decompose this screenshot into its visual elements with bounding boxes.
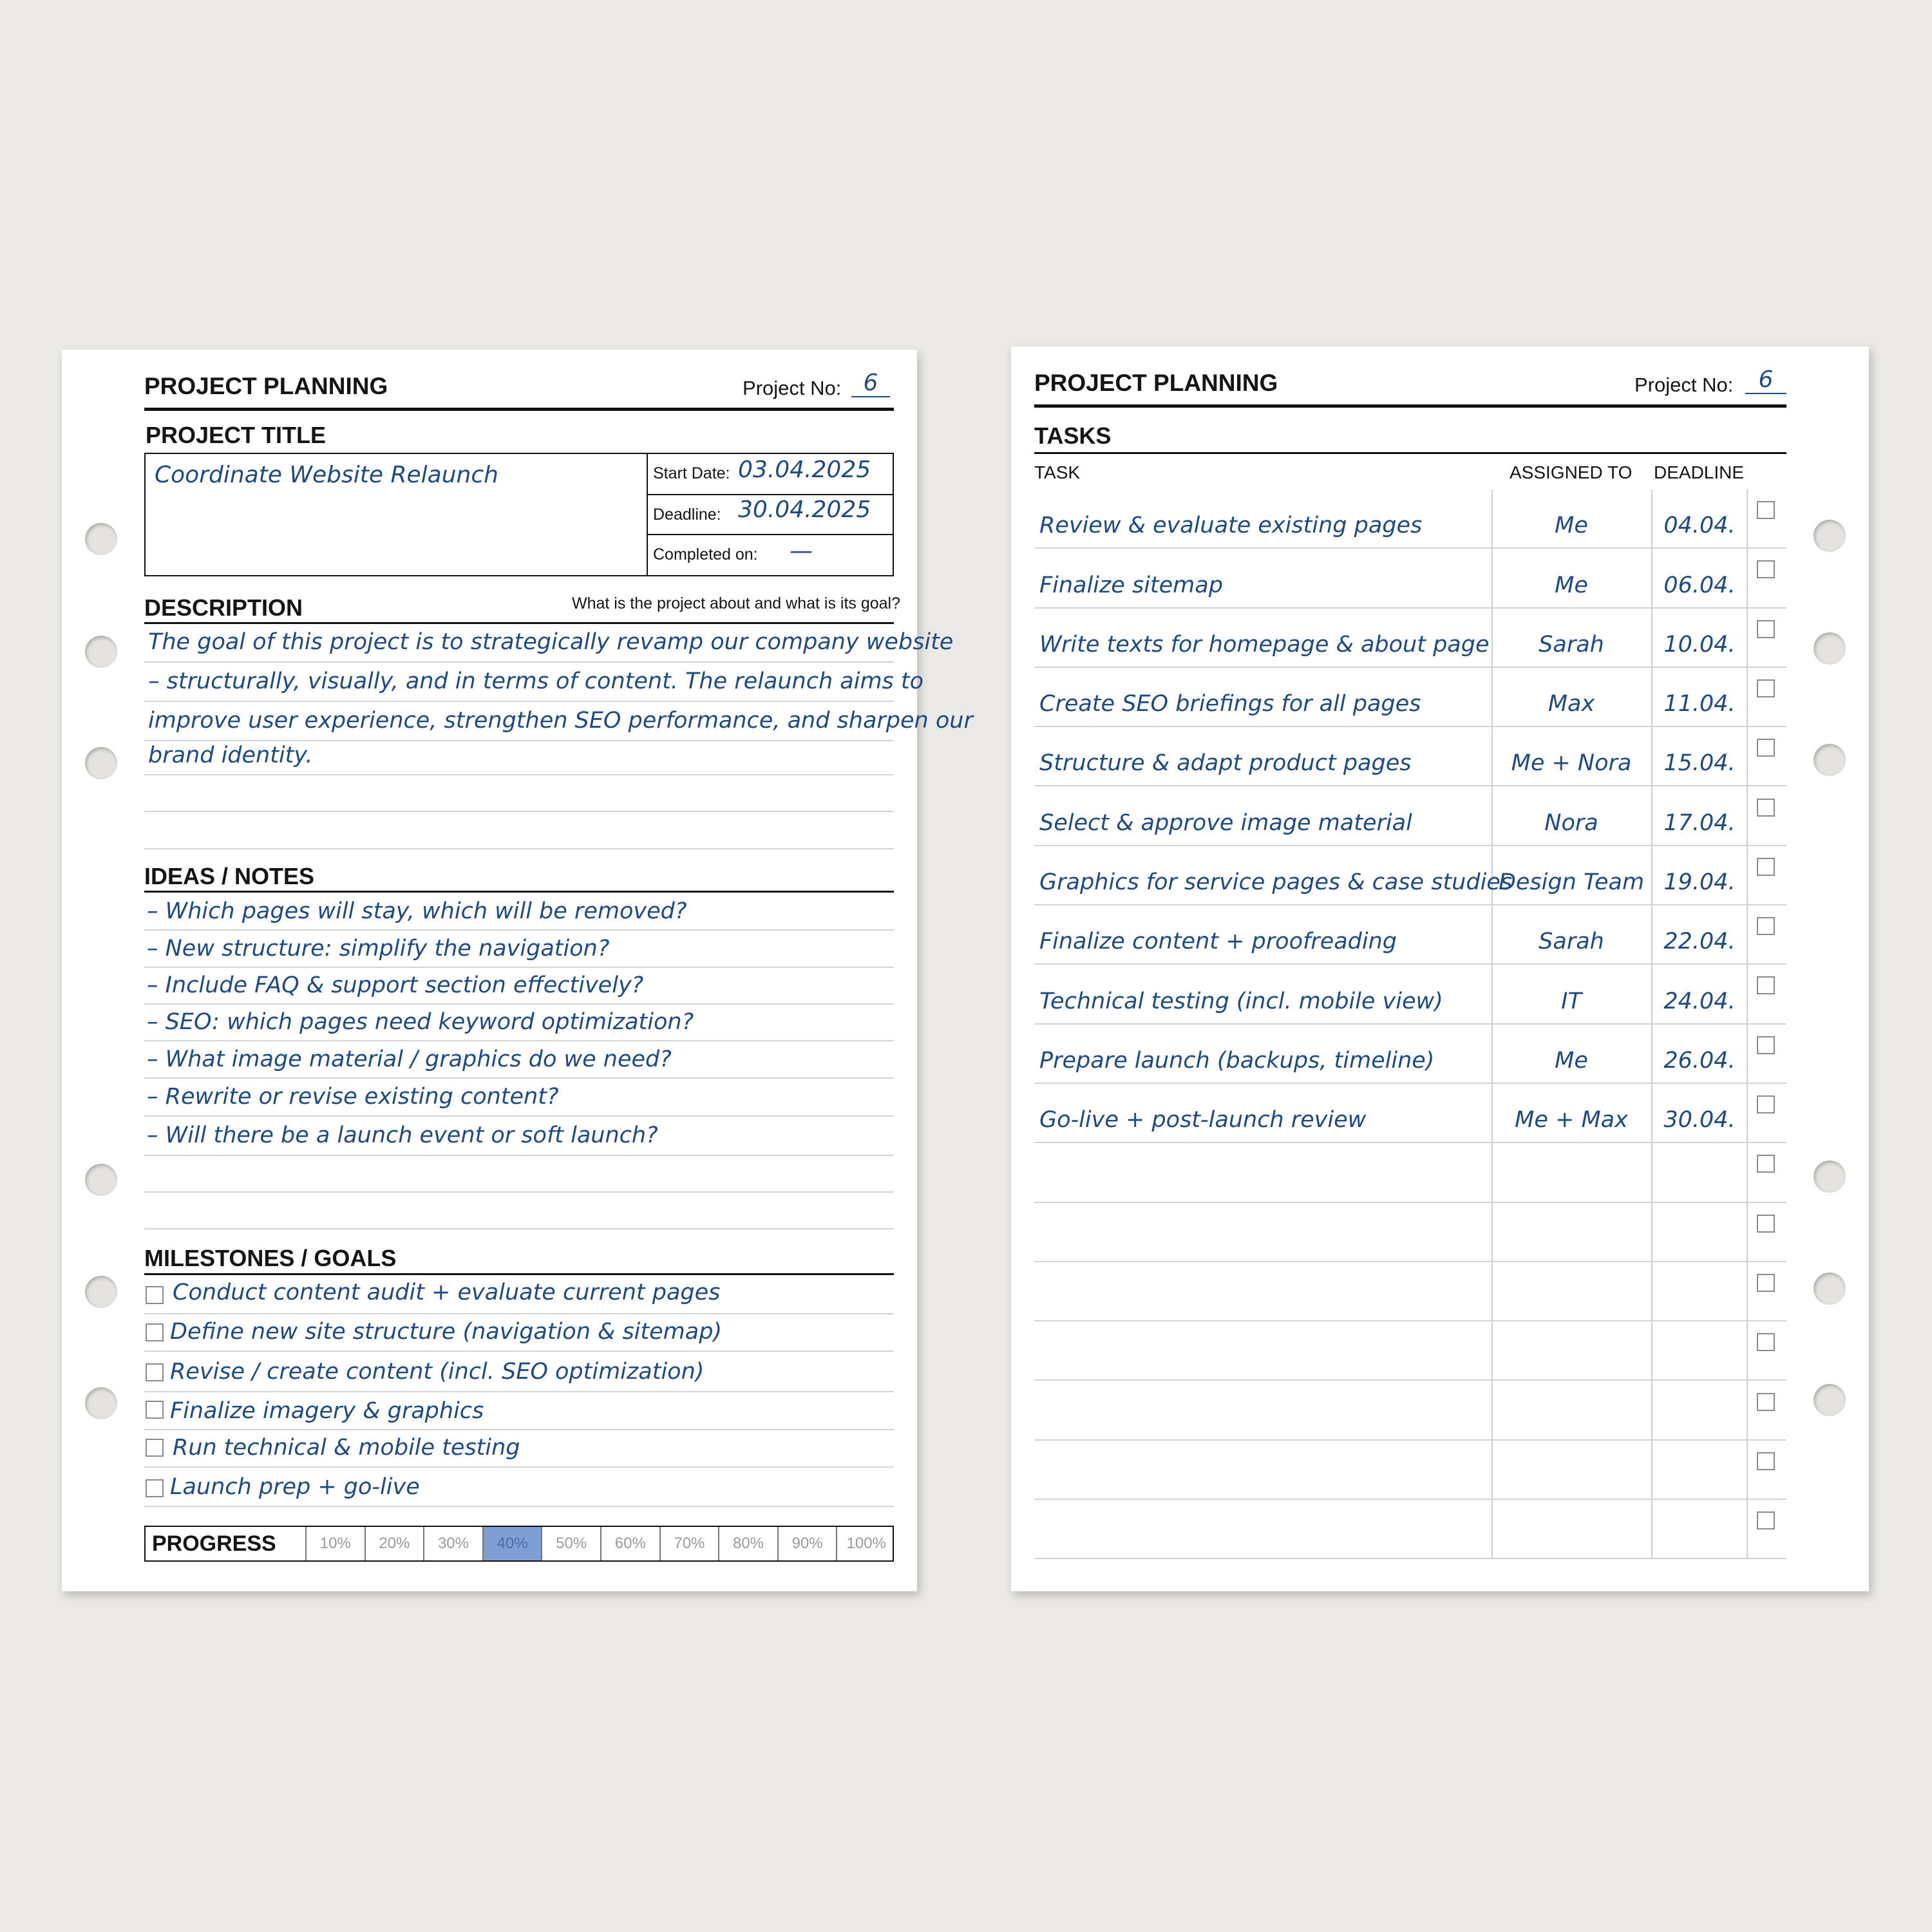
task-done-checkbox[interactable] — [1757, 1274, 1775, 1292]
task-done-checkbox[interactable] — [1757, 1155, 1775, 1173]
milestone-label: Revise / create content (incl. SEO optimization) — [170, 1359, 705, 1385]
task-list-sheet — [1011, 346, 1869, 1591]
task-row — [1011, 1441, 1810, 1500]
task-done-checkbox[interactable] — [1757, 560, 1775, 578]
task-assigned[interactable]: Me — [1555, 1047, 1588, 1074]
milestone-checkbox[interactable] — [146, 1286, 164, 1304]
milestone-checkbox[interactable] — [146, 1401, 164, 1419]
progress-step[interactable]: 10% — [305, 1527, 365, 1560]
task-deadline[interactable]: 15.04. — [1663, 750, 1736, 777]
task-assigned[interactable]: Me + Max — [1515, 1107, 1628, 1133]
task-row — [1011, 1203, 1810, 1262]
punch-hole — [85, 1164, 117, 1196]
progress-step[interactable]: 100% — [836, 1527, 895, 1560]
page-title: PROJECT PLANNING — [1034, 370, 1278, 396]
task-row — [1011, 1381, 1810, 1441]
task-row — [1011, 489, 1810, 549]
task-deadline[interactable]: 26.04. — [1663, 1047, 1736, 1074]
task-done-checkbox[interactable] — [1757, 976, 1775, 994]
project-overview-sheet — [62, 350, 973, 1591]
task-assigned[interactable]: Me — [1555, 572, 1588, 598]
project-no-label: Project No: — [1634, 374, 1734, 396]
progress-step[interactable]: 50% — [541, 1527, 600, 1560]
punch-hole — [1814, 744, 1846, 776]
task-row — [1011, 668, 1810, 727]
progress-label: PROGRESS — [152, 1531, 276, 1556]
task-row — [1011, 787, 1810, 846]
idea-note[interactable]: – New structure: simplify the navigation? — [147, 936, 610, 961]
tasks-heading: TASKS — [1034, 422, 1112, 449]
punch-hole — [1814, 1160, 1846, 1193]
progress-step[interactable]: 60% — [600, 1527, 659, 1560]
milestones-heading: MILESTONES / GOALS — [144, 1245, 397, 1271]
task-assigned[interactable]: Me — [1555, 513, 1588, 539]
punch-hole — [85, 747, 117, 779]
project-title-heading: PROJECT TITLE — [146, 422, 327, 448]
milestone-checkbox[interactable] — [146, 1439, 164, 1457]
task-done-checkbox[interactable] — [1757, 1333, 1775, 1351]
punch-hole — [1814, 1384, 1846, 1416]
punch-hole — [1814, 520, 1846, 552]
task-deadline[interactable]: 30.04. — [1663, 1107, 1736, 1133]
idea-note[interactable]: – Rewrite or revise existing content? — [147, 1084, 559, 1110]
task-row — [1011, 1321, 1810, 1381]
idea-note[interactable]: – Include FAQ & support section effectively? — [147, 972, 644, 998]
idea-note[interactable]: – Will there be a launch event or soft launch? — [147, 1122, 658, 1148]
progress-step[interactable]: 90% — [777, 1527, 837, 1560]
project-title-box — [144, 453, 894, 576]
task-row — [1011, 846, 1810, 905]
task-done-checkbox[interactable] — [1757, 679, 1775, 697]
start-date-value[interactable]: 03.04.2025 — [738, 457, 871, 483]
task-done-checkbox[interactable] — [1757, 1095, 1775, 1113]
description-line[interactable]: brand identity. — [148, 743, 313, 768]
task-row — [1011, 1025, 1810, 1084]
task-row — [1011, 1262, 1810, 1321]
task-done-checkbox[interactable] — [1757, 1215, 1775, 1233]
idea-note[interactable]: – SEO: which pages need keyword optimization? — [147, 1009, 694, 1035]
task-deadline[interactable]: 10.04. — [1663, 631, 1736, 658]
task-task[interactable]: Write texts for homepage & about page — [1039, 631, 1490, 658]
progress-step[interactable]: 70% — [659, 1527, 719, 1560]
task-row — [1011, 1500, 1810, 1559]
task-row — [1011, 727, 1810, 786]
milestone-label: Run technical & mobile testing — [173, 1435, 520, 1461]
progress-step[interactable]: 40% — [482, 1527, 542, 1560]
task-task[interactable]: Go-live + post-launch review — [1039, 1107, 1367, 1133]
milestone-label: Define new site structure (navigation & sitemap) — [170, 1319, 723, 1345]
deadline-label: Deadline: — [653, 506, 721, 524]
task-deadline[interactable]: 24.04. — [1663, 988, 1736, 1014]
milestone-checkbox[interactable] — [146, 1323, 164, 1341]
progress-scale — [144, 1526, 894, 1562]
task-deadline[interactable]: 19.04. — [1663, 869, 1736, 896]
punch-hole — [1814, 632, 1846, 665]
task-task[interactable]: Graphics for service pages & case studies — [1039, 869, 1513, 896]
task-assigned[interactable]: Max — [1548, 691, 1595, 717]
project-no-value[interactable]: 6 — [851, 370, 890, 397]
task-task[interactable]: Select & approve image material — [1039, 810, 1412, 836]
task-done-checkbox[interactable] — [1757, 799, 1775, 817]
task-task[interactable]: Review & evaluate existing pages — [1039, 513, 1423, 539]
column-header-deadline: DEADLINE — [1654, 462, 1745, 482]
task-row — [1011, 549, 1810, 608]
description-hint: What is the project about and what is its goal? — [572, 594, 901, 612]
task-done-checkbox[interactable] — [1757, 1452, 1775, 1470]
task-done-checkbox[interactable] — [1757, 1393, 1775, 1411]
completed-value[interactable]: — — [790, 538, 813, 564]
completed-label: Completed on: — [653, 545, 758, 564]
task-row — [1011, 1143, 1810, 1202]
punch-hole — [85, 636, 117, 668]
project-title-value[interactable]: Coordinate Website Relaunch — [155, 462, 498, 488]
page-title: PROJECT PLANNING — [144, 373, 388, 399]
task-deadline[interactable]: 11.04. — [1663, 691, 1736, 717]
task-task[interactable]: Technical testing (incl. mobile view) — [1039, 988, 1443, 1014]
task-done-checkbox[interactable] — [1757, 739, 1775, 757]
description-line[interactable]: – structurally, visually, and in terms of content. The relaunch aims to — [148, 668, 924, 694]
task-done-checkbox[interactable] — [1757, 1511, 1775, 1530]
punch-hole — [1814, 1273, 1846, 1305]
task-row — [1011, 905, 1810, 965]
idea-note[interactable]: – What image material / graphics do we need? — [147, 1046, 672, 1072]
task-assigned[interactable]: Me + Nora — [1511, 750, 1632, 777]
task-assigned[interactable]: IT — [1561, 988, 1582, 1014]
deadline-value[interactable]: 30.04.2025 — [738, 497, 871, 523]
milestone-label: Conduct content audit + evaluate current pages — [173, 1280, 721, 1305]
task-done-checkbox[interactable] — [1757, 917, 1775, 935]
task-assigned[interactable]: Sarah — [1539, 929, 1604, 955]
ideas-heading: IDEAS / NOTES — [144, 863, 315, 889]
description-heading: DESCRIPTION — [144, 594, 303, 621]
project-no-label: Project No: — [743, 377, 842, 399]
column-header-assigned: ASSIGNED TO — [1510, 462, 1633, 482]
task-done-checkbox[interactable] — [1757, 858, 1775, 876]
task-done-checkbox[interactable] — [1757, 620, 1775, 638]
task-done-checkbox[interactable] — [1757, 1036, 1775, 1054]
progress-step[interactable]: 20% — [365, 1527, 424, 1560]
task-task[interactable]: Structure & adapt product pages — [1039, 750, 1412, 777]
start-date-label: Start Date: — [653, 464, 730, 482]
project-no-value[interactable]: 6 — [1745, 367, 1786, 394]
progress-step[interactable]: 30% — [423, 1527, 482, 1560]
punch-hole — [85, 523, 117, 555]
description-line[interactable]: The goal of this project is to strategically revamp our company website — [148, 629, 954, 655]
task-assigned[interactable]: Nora — [1544, 810, 1598, 836]
column-header-task: TASK — [1034, 462, 1081, 482]
task-task[interactable]: Create SEO briefings for all pages — [1039, 691, 1421, 717]
task-row — [1011, 1084, 1810, 1143]
task-deadline[interactable]: 04.04. — [1663, 513, 1736, 539]
task-done-checkbox[interactable] — [1757, 501, 1775, 519]
task-deadline[interactable]: 22.04. — [1663, 929, 1736, 955]
task-row — [1011, 609, 1810, 668]
milestone-label: Finalize imagery & graphics — [170, 1398, 484, 1424]
punch-hole — [85, 1276, 117, 1308]
idea-note[interactable]: – Which pages will stay, which will be removed? — [147, 898, 687, 924]
task-assigned[interactable]: Design Team — [1498, 869, 1645, 896]
task-row — [1011, 965, 1810, 1024]
task-task[interactable]: Prepare launch (backups, timeline) — [1039, 1047, 1435, 1074]
task-deadline[interactable]: 06.04. — [1663, 572, 1736, 598]
task-deadline[interactable]: 17.04. — [1663, 810, 1736, 836]
milestone-checkbox[interactable] — [146, 1479, 164, 1497]
task-task[interactable]: Finalize content + proofreading — [1039, 929, 1397, 955]
progress-step[interactable]: 80% — [718, 1527, 777, 1560]
milestone-checkbox[interactable] — [146, 1363, 164, 1381]
milestone-label: Launch prep + go-live — [170, 1474, 420, 1500]
task-task[interactable]: Finalize sitemap — [1039, 572, 1223, 598]
punch-hole — [85, 1387, 117, 1419]
task-assigned[interactable]: Sarah — [1539, 631, 1604, 658]
description-line[interactable]: improve user experience, strengthen SEO performance, and sharpen our — [148, 708, 973, 734]
